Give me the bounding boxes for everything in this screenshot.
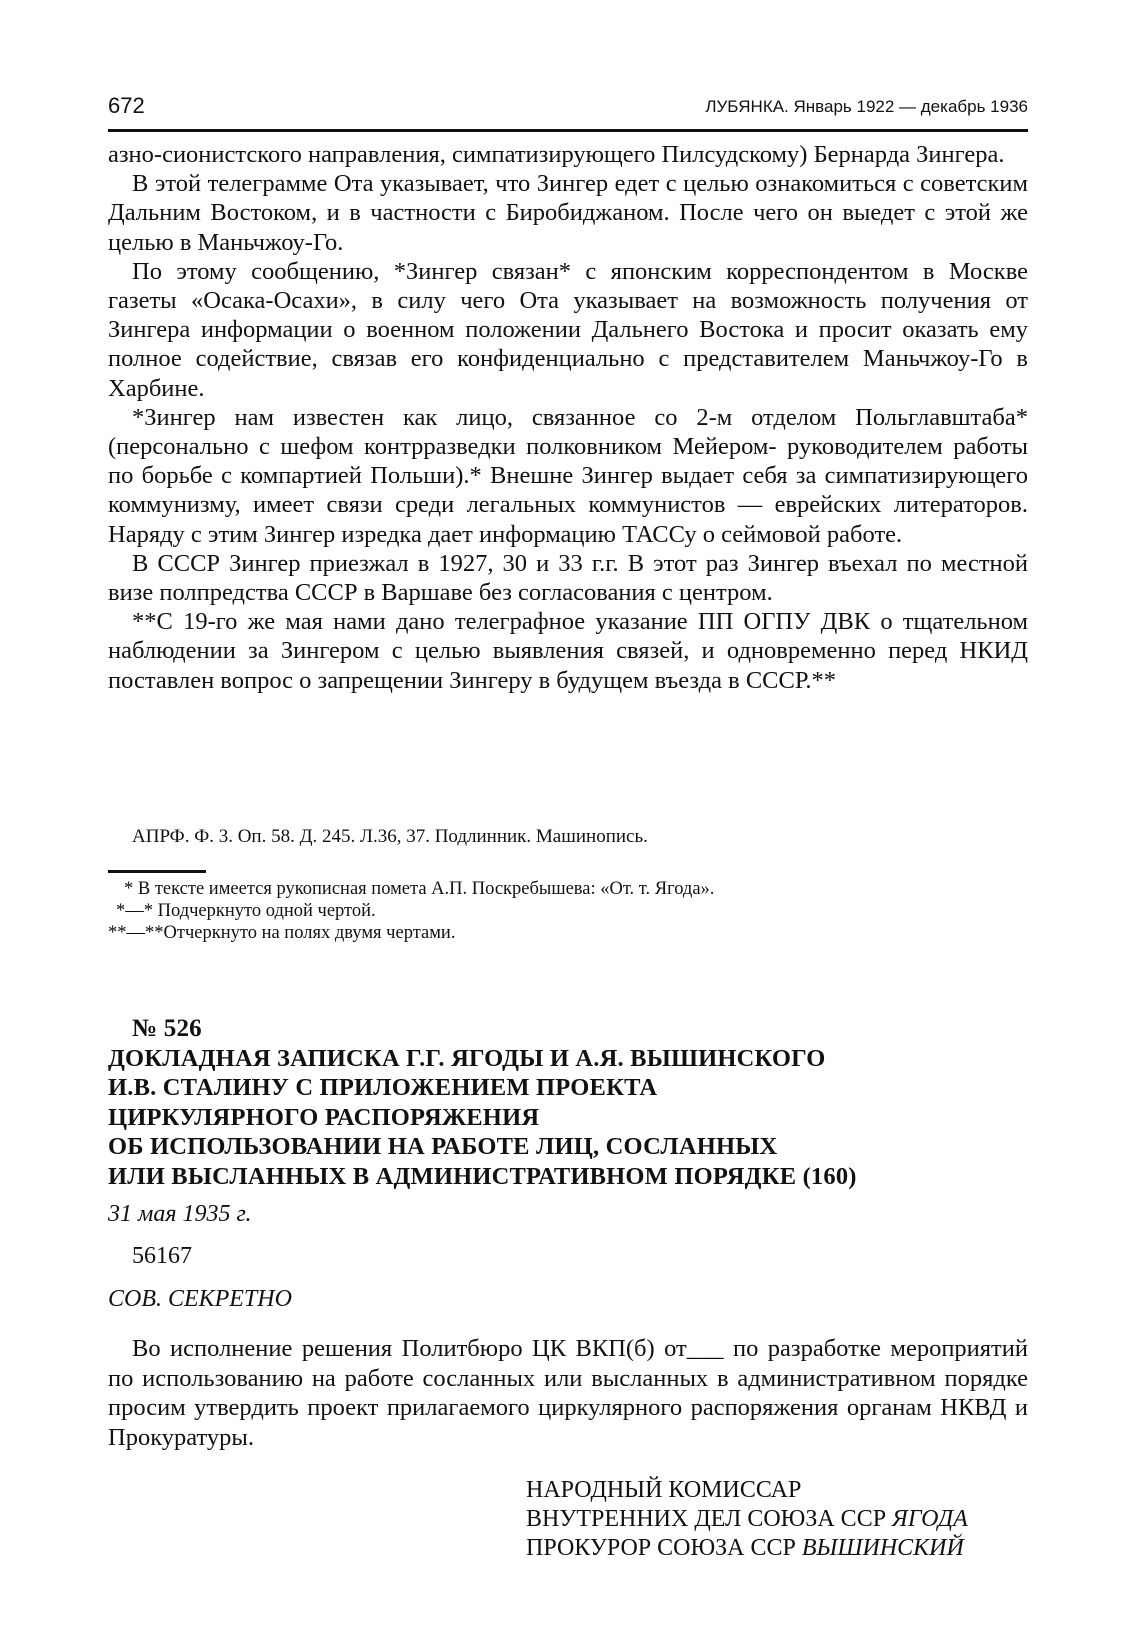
page-number: 672	[108, 93, 145, 118]
title-line: ОБ ИСПОЛЬЗОВАНИИ НА РАБОТЕ ЛИЦ, СОСЛАННЫХ	[108, 1133, 778, 1160]
header-rule	[108, 129, 1028, 132]
title-line: И.В. СТАЛИНУ С ПРИЛОЖЕНИЕМ ПРОЕКТА	[108, 1074, 658, 1101]
archive-source: АПРФ. Ф. 3. Оп. 58. Д. 245. Л.36, 37. Подлинник. Машинопись.	[132, 826, 648, 847]
running-head	[108, 93, 1028, 127]
letter-body: Во исполнение решения Политбюро ЦК ВКП(б) от___ по разработке мероприятий по использованию на работе сосланных или высланных в административном порядке просим утвердить проект прилагаемого циркулярного распоряжения органам НКВД и Прокуратуры.	[108, 1335, 1028, 1451]
footnote: * В тексте имеется рукописная помета А.П. Поскребышева: «От. т. Ягода».	[124, 879, 715, 899]
footnotes	[108, 878, 714, 944]
signature-line	[526, 1476, 968, 1505]
paragraph: В этой телеграмме Ота указывает, что Зингер едет с целью ознакомиться с советским Дальним Востоком, и в частности с Биробиджаном. После чего он выедет с этой же целью в Маньчжоу-Го.	[108, 170, 1028, 256]
signature-position: ПРОКУРОР СОЮЗА ССР	[526, 1535, 796, 1561]
signature-position: ВНУТРЕННИХ ДЕЛ СОЮЗА ССР	[526, 1506, 887, 1532]
title-line: ЦИРКУЛЯРНОГО РАСПОРЯЖЕНИЯ	[108, 1103, 540, 1131]
document-date: 31 мая 1935 г.	[108, 1201, 252, 1227]
paragraph: **С 19-го же мая нами дано телеграфное указание ПП ОГПУ ДВК о тщательном наблюдении за Зингером с целью выявления связей, и одновременно перед НКИД поставлен вопрос о запрещении Зингеру в будущем въезда в СССР.**	[108, 608, 1028, 694]
paragraph: По этому сообщению, *Зингер связан* с японским корреспондентом в Москве газеты «Осака-Осахи», в силу чего Ота указывает на возможность получения от Зингера информации о военном положении Дальнего Востока и просит оказать ему полное содействие, связав его конфиденциально с представителем Маньчжоу-Го в Харбине.	[108, 257, 1028, 402]
footnote: **—**Отчеркнуто на полях двумя чертами.	[108, 923, 456, 943]
signature-line	[526, 1505, 968, 1534]
footnote-rule	[108, 870, 206, 873]
document-heading	[108, 1014, 857, 1191]
title-line: ДОКЛАДНАЯ ЗАПИСКА Г.Г. ЯГОДЫ И А.Я. ВЫШИНСКОГО	[108, 1044, 826, 1072]
signature-name: ВЫШИНСКИЙ	[801, 1535, 964, 1561]
paragraph: *Зингер нам известен как лицо, связанное со 2-м отделом Польглавштаба* (персонально с шефом контрразведки полковником Мейером- руководителем работы по борьбе с компартией Польши).* Внешне Зингер выдает себя за симпатизирующего коммунизму, имеет связи среди легальных коммунистов — еврейских литераторов. Наряду с этим Зингер изредка дает информацию ТАССу о сеймовой работе.	[108, 403, 1028, 548]
book-title: ЛУБЯНКА. Январь 1922 — декабрь 1936	[705, 97, 1028, 116]
previous-document-text	[108, 140, 1028, 695]
paragraph: азно-сионистского направления, симпатизирующего Пилсудскому) Бернарда Зингера.	[108, 141, 1005, 168]
paragraph: В СССР Зингер приезжал в 1927, 30 и 33 г.г. В этот раз Зингер въехал по местной визе полпредства СССР в Варшаве без согласования с центром.	[108, 549, 1028, 607]
signature-block	[526, 1476, 968, 1563]
classification-mark: СОВ. СЕКРЕТНО	[108, 1286, 292, 1312]
reference-number: 56167	[132, 1243, 192, 1269]
footnote: *—* Подчеркнуто одной чертой.	[116, 901, 376, 921]
signature-position: НАРОДНЫЙ КОМИССАР	[526, 1477, 802, 1503]
signature-line	[526, 1534, 968, 1563]
signature-name: ЯГОДА	[892, 1506, 968, 1532]
document-number: № 526	[132, 1015, 202, 1042]
title-line: ИЛИ ВЫСЛАННЫХ В АДМИНИСТРАТИВНОМ ПОРЯДКЕ (160)	[108, 1162, 857, 1190]
